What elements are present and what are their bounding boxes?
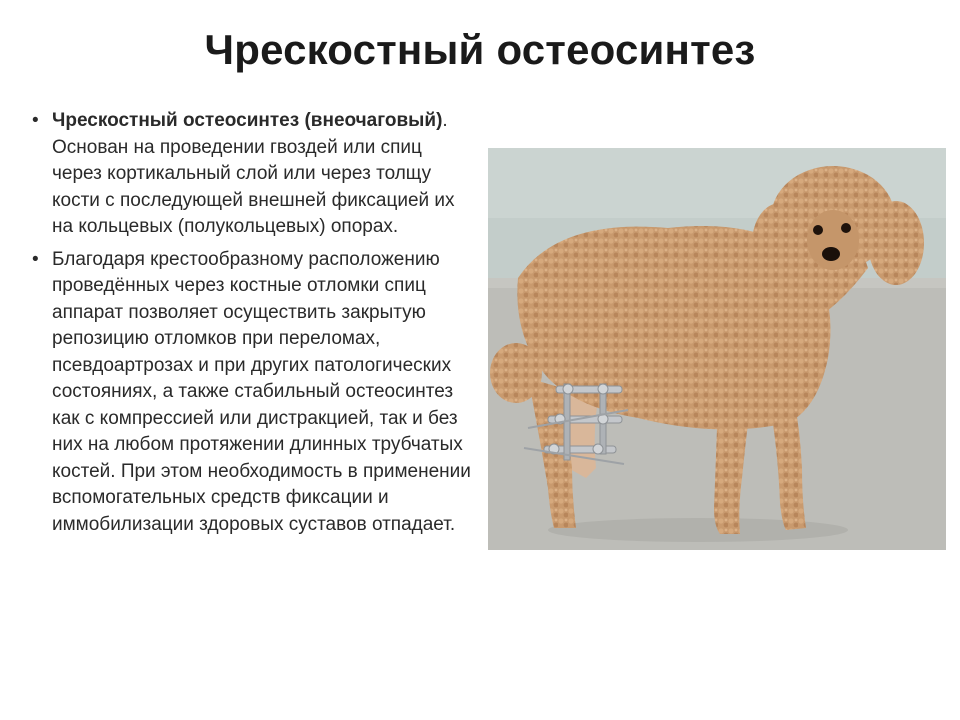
slide-title: Чрескостный остеосинтез	[204, 26, 756, 73]
bullet-item-1	[32, 108, 472, 241]
dog-nose	[822, 247, 840, 261]
bullet-2-text: Благодаря крестообразному расположению проведённых через костные отломки спиц аппарат позволяет осуществить закрытую репозицию отломков при переломах, псевдоартрозах и при других патологических состояниях, а также стабильный остеосинтез как с компрессией или дистракцией, так и без них на любом протяжении длинных трубчатых костей. При этом необходимость в применении вспомогательных средств фиксации и иммобилизации здоровых суставов отпадает.	[52, 248, 471, 535]
bullet-dot-icon: •	[32, 248, 39, 270]
poodle-photo	[488, 148, 946, 550]
dog-eye-left	[813, 225, 823, 235]
bullet-1-bold: Чрескостный остеосинтез (внеочаговый)	[52, 110, 443, 131]
bullet-1-text: . Основан на проведении гвоздей или спиц через кортикальный слой или через толщу кости с последующей внешней фиксацией их на кольцевых (полукольцевых) опорах.	[52, 110, 455, 237]
bullet-dot-icon: •	[32, 110, 39, 131]
dog-eye-right	[841, 223, 851, 233]
poodle-illustration	[488, 148, 946, 550]
bullet-list	[32, 108, 472, 544]
bullet-item-2	[32, 247, 472, 539]
